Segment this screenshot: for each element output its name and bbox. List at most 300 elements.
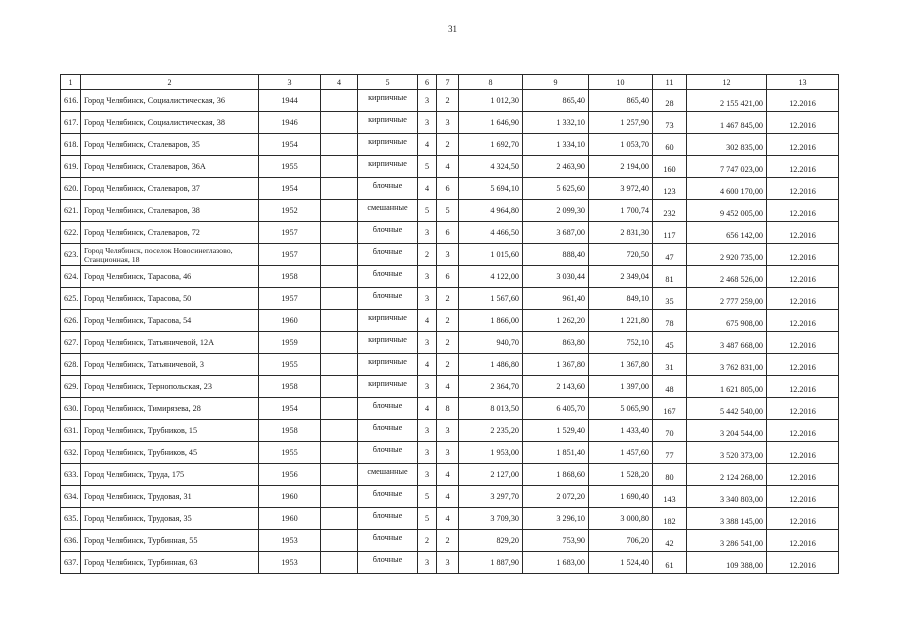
floors-cell: 3 — [418, 112, 437, 134]
floors-cell: 4 — [418, 310, 437, 332]
table-row — [61, 112, 839, 134]
address-cell: Город Челябинск, Трудовая, 35 — [81, 508, 259, 530]
wall-material-cell: кирпичные — [358, 112, 418, 134]
cost-cell: 3 762 831,00 — [687, 354, 767, 376]
living-area-cell: 1 529,40 — [523, 420, 589, 442]
total-area-cell: 4 122,00 — [459, 266, 523, 288]
floors-cell: 3 — [418, 420, 437, 442]
cost-cell: 109 388,00 — [687, 552, 767, 574]
living-area-cell: 6 405,70 — [523, 398, 589, 420]
cost-cell: 3 204 544,00 — [687, 420, 767, 442]
deadline-cell: 12.2016 — [767, 420, 839, 442]
deadline-cell: 12.2016 — [767, 508, 839, 530]
year-cell: 1954 — [259, 134, 321, 156]
residents-cell: 61 — [653, 552, 687, 574]
residents-cell: 78 — [653, 310, 687, 332]
deadline-cell: 12.2016 — [767, 332, 839, 354]
address-cell: Город Челябинск, Сталеваров, 37 — [81, 178, 259, 200]
cost-cell: 1 621 805,00 — [687, 376, 767, 398]
residential-area-cell: 1 700,74 — [589, 200, 653, 222]
table-row — [61, 266, 839, 288]
total-area-cell: 1 567,60 — [459, 288, 523, 310]
living-area-cell: 1 332,10 — [523, 112, 589, 134]
total-area-cell: 1 953,00 — [459, 442, 523, 464]
wall-material-cell: кирпичные — [358, 376, 418, 398]
row-number: 636. — [61, 530, 81, 552]
living-area-cell: 1 262,20 — [523, 310, 589, 332]
address-cell: Город Челябинск, Сталеваров, 72 — [81, 222, 259, 244]
living-area-cell: 1 851,40 — [523, 442, 589, 464]
address-cell: Город Челябинск, Трубников, 15 — [81, 420, 259, 442]
table-row — [61, 156, 839, 178]
year-cell: 1960 — [259, 486, 321, 508]
table-row — [61, 376, 839, 398]
cost-cell: 1 467 845,00 — [687, 112, 767, 134]
address-cell: Город Челябинск, Турбинная, 55 — [81, 530, 259, 552]
entrances-cell: 3 — [437, 244, 459, 266]
entrances-cell: 2 — [437, 354, 459, 376]
residential-area-cell: 3 000,80 — [589, 508, 653, 530]
address-cell: Город Челябинск, Тернопольская, 23 — [81, 376, 259, 398]
year-cell: 1957 — [259, 288, 321, 310]
floors-cell: 5 — [418, 486, 437, 508]
table-row — [61, 178, 839, 200]
wall-material-cell: кирпичные — [358, 134, 418, 156]
year-cell: 1955 — [259, 442, 321, 464]
cost-cell: 2 155 421,00 — [687, 90, 767, 112]
cost-cell: 656 142,00 — [687, 222, 767, 244]
total-area-cell: 1 646,90 — [459, 112, 523, 134]
year-cell: 1956 — [259, 464, 321, 486]
residential-area-cell: 1 457,60 — [589, 442, 653, 464]
residents-cell: 31 — [653, 354, 687, 376]
residential-area-cell: 1 433,40 — [589, 420, 653, 442]
living-area-cell: 2 143,60 — [523, 376, 589, 398]
deadline-cell: 12.2016 — [767, 442, 839, 464]
year-cell: 1960 — [259, 310, 321, 332]
cost-cell: 3 340 803,00 — [687, 486, 767, 508]
entrances-cell: 8 — [437, 398, 459, 420]
entrances-cell: 5 — [437, 200, 459, 222]
row-number: 627. — [61, 332, 81, 354]
total-area-cell: 1 486,80 — [459, 354, 523, 376]
empty-cell — [321, 354, 358, 376]
column-number-11: 11 — [653, 75, 687, 90]
deadline-cell: 12.2016 — [767, 244, 839, 266]
residential-area-cell: 752,10 — [589, 332, 653, 354]
address-cell: Город Челябинск, Сталеваров, 38 — [81, 200, 259, 222]
address-cell: Город Челябинск, Трудовая, 31 — [81, 486, 259, 508]
living-area-cell: 2 072,20 — [523, 486, 589, 508]
column-number-12: 12 — [687, 75, 767, 90]
entrances-cell: 6 — [437, 178, 459, 200]
residents-cell: 45 — [653, 332, 687, 354]
total-area-cell: 940,70 — [459, 332, 523, 354]
floors-cell: 3 — [418, 376, 437, 398]
table-row — [61, 332, 839, 354]
row-number: 629. — [61, 376, 81, 398]
wall-material-cell: кирпичные — [358, 156, 418, 178]
table-row — [61, 464, 839, 486]
address-cell: Город Челябинск, Тарасова, 54 — [81, 310, 259, 332]
address-cell: Город Челябинск, поселок Новосинеглазово, Станционная, 18 — [81, 244, 259, 266]
residential-area-cell: 1 528,20 — [589, 464, 653, 486]
entrances-cell: 3 — [437, 442, 459, 464]
floors-cell: 3 — [418, 464, 437, 486]
wall-material-cell: смешанные — [358, 464, 418, 486]
row-number: 616. — [61, 90, 81, 112]
year-cell: 1958 — [259, 420, 321, 442]
entrances-cell: 4 — [437, 156, 459, 178]
residential-area-cell: 865,40 — [589, 90, 653, 112]
residential-area-cell: 1 367,80 — [589, 354, 653, 376]
empty-cell — [321, 508, 358, 530]
total-area-cell: 2 235,20 — [459, 420, 523, 442]
empty-cell — [321, 310, 358, 332]
deadline-cell: 12.2016 — [767, 486, 839, 508]
residential-area-cell: 2 831,30 — [589, 222, 653, 244]
wall-material-cell: блочные — [358, 398, 418, 420]
living-area-cell: 1 868,60 — [523, 464, 589, 486]
housing-registry-table — [60, 74, 839, 574]
floors-cell: 3 — [418, 288, 437, 310]
cost-cell: 3 487 668,00 — [687, 332, 767, 354]
cost-cell: 2 920 735,00 — [687, 244, 767, 266]
living-area-cell: 5 625,60 — [523, 178, 589, 200]
entrances-cell: 2 — [437, 332, 459, 354]
total-area-cell: 3 297,70 — [459, 486, 523, 508]
table-row — [61, 486, 839, 508]
cost-cell: 7 747 023,00 — [687, 156, 767, 178]
empty-cell — [321, 112, 358, 134]
living-area-cell: 3 030,44 — [523, 266, 589, 288]
table-row — [61, 90, 839, 112]
address-cell: Город Челябинск, Сталеваров, 35 — [81, 134, 259, 156]
residential-area-cell: 720,50 — [589, 244, 653, 266]
row-number: 633. — [61, 464, 81, 486]
row-number: 621. — [61, 200, 81, 222]
total-area-cell: 1 887,90 — [459, 552, 523, 574]
residents-cell: 70 — [653, 420, 687, 442]
cost-cell: 3 286 541,00 — [687, 530, 767, 552]
entrances-cell: 3 — [437, 552, 459, 574]
address-cell: Город Челябинск, Турбинная, 63 — [81, 552, 259, 574]
table-row — [61, 200, 839, 222]
cost-cell: 5 442 540,00 — [687, 398, 767, 420]
table-row — [61, 442, 839, 464]
total-area-cell: 4 324,50 — [459, 156, 523, 178]
living-area-cell: 753,90 — [523, 530, 589, 552]
table-row — [61, 354, 839, 376]
column-number-9: 9 — [523, 75, 589, 90]
entrances-cell: 3 — [437, 420, 459, 442]
empty-cell — [321, 134, 358, 156]
floors-cell: 5 — [418, 508, 437, 530]
residents-cell: 42 — [653, 530, 687, 552]
total-area-cell: 1 012,30 — [459, 90, 523, 112]
cost-cell: 2 777 259,00 — [687, 288, 767, 310]
entrances-cell: 4 — [437, 464, 459, 486]
entrances-cell: 4 — [437, 486, 459, 508]
column-number-10: 10 — [589, 75, 653, 90]
wall-material-cell: блочные — [358, 508, 418, 530]
column-number-4: 4 — [321, 75, 358, 90]
residents-cell: 117 — [653, 222, 687, 244]
entrances-cell: 4 — [437, 376, 459, 398]
residents-cell: 35 — [653, 288, 687, 310]
residential-area-cell: 1 257,90 — [589, 112, 653, 134]
floors-cell: 5 — [418, 200, 437, 222]
floors-cell: 3 — [418, 442, 437, 464]
table-row — [61, 310, 839, 332]
total-area-cell: 2 127,00 — [459, 464, 523, 486]
residents-cell: 48 — [653, 376, 687, 398]
cost-cell: 2 468 526,00 — [687, 266, 767, 288]
address-cell: Город Челябинск, Трубников, 45 — [81, 442, 259, 464]
year-cell: 1960 — [259, 508, 321, 530]
residents-cell: 160 — [653, 156, 687, 178]
row-number: 632. — [61, 442, 81, 464]
residential-area-cell: 1 221,80 — [589, 310, 653, 332]
entrances-cell: 2 — [437, 90, 459, 112]
table-row — [61, 222, 839, 244]
address-cell: Город Челябинск, Социалистическая, 36 — [81, 90, 259, 112]
cost-cell: 9 452 005,00 — [687, 200, 767, 222]
total-area-cell: 1 015,60 — [459, 244, 523, 266]
entrances-cell: 2 — [437, 530, 459, 552]
total-area-cell: 2 364,70 — [459, 376, 523, 398]
floors-cell: 4 — [418, 178, 437, 200]
table-row — [61, 508, 839, 530]
row-number: 635. — [61, 508, 81, 530]
column-number-3: 3 — [259, 75, 321, 90]
empty-cell — [321, 398, 358, 420]
residents-cell: 143 — [653, 486, 687, 508]
table-row — [61, 420, 839, 442]
row-number: 631. — [61, 420, 81, 442]
floors-cell: 4 — [418, 398, 437, 420]
column-number-1: 1 — [61, 75, 81, 90]
deadline-cell: 12.2016 — [767, 156, 839, 178]
table-row — [61, 288, 839, 310]
floors-cell: 4 — [418, 354, 437, 376]
empty-cell — [321, 222, 358, 244]
empty-cell — [321, 244, 358, 266]
deadline-cell: 12.2016 — [767, 376, 839, 398]
deadline-cell: 12.2016 — [767, 398, 839, 420]
year-cell: 1955 — [259, 156, 321, 178]
total-area-cell: 1 692,70 — [459, 134, 523, 156]
deadline-cell: 12.2016 — [767, 200, 839, 222]
wall-material-cell: блочные — [358, 222, 418, 244]
residential-area-cell: 1 690,40 — [589, 486, 653, 508]
column-number-5: 5 — [358, 75, 418, 90]
residents-cell: 47 — [653, 244, 687, 266]
year-cell: 1952 — [259, 200, 321, 222]
year-cell: 1954 — [259, 398, 321, 420]
year-cell: 1957 — [259, 244, 321, 266]
living-area-cell: 2 463,90 — [523, 156, 589, 178]
residents-cell: 167 — [653, 398, 687, 420]
deadline-cell: 12.2016 — [767, 310, 839, 332]
table-row — [61, 134, 839, 156]
total-area-cell: 3 709,30 — [459, 508, 523, 530]
deadline-cell: 12.2016 — [767, 530, 839, 552]
year-cell: 1959 — [259, 332, 321, 354]
address-cell: Город Челябинск, Татьяничевой, 3 — [81, 354, 259, 376]
empty-cell — [321, 420, 358, 442]
cost-cell: 4 600 170,00 — [687, 178, 767, 200]
wall-material-cell: кирпичные — [358, 354, 418, 376]
entrances-cell: 3 — [437, 112, 459, 134]
cost-cell: 2 124 268,00 — [687, 464, 767, 486]
deadline-cell: 12.2016 — [767, 464, 839, 486]
row-number: 626. — [61, 310, 81, 332]
residential-area-cell: 706,20 — [589, 530, 653, 552]
wall-material-cell: кирпичные — [358, 332, 418, 354]
row-number: 630. — [61, 398, 81, 420]
table-body — [61, 75, 839, 574]
table-row — [61, 244, 839, 266]
residential-area-cell: 2 194,00 — [589, 156, 653, 178]
deadline-cell: 12.2016 — [767, 222, 839, 244]
cost-cell: 3 520 373,00 — [687, 442, 767, 464]
living-area-cell: 961,40 — [523, 288, 589, 310]
address-cell: Город Челябинск, Труда, 175 — [81, 464, 259, 486]
living-area-cell: 888,40 — [523, 244, 589, 266]
table-row — [61, 530, 839, 552]
address-cell: Город Челябинск, Тимирязева, 28 — [81, 398, 259, 420]
year-cell: 1946 — [259, 112, 321, 134]
year-cell: 1953 — [259, 552, 321, 574]
residential-area-cell: 1 524,40 — [589, 552, 653, 574]
floors-cell: 4 — [418, 134, 437, 156]
column-number-7: 7 — [437, 75, 459, 90]
residents-cell: 77 — [653, 442, 687, 464]
row-number: 634. — [61, 486, 81, 508]
empty-cell — [321, 200, 358, 222]
wall-material-cell: блочные — [358, 178, 418, 200]
deadline-cell: 12.2016 — [767, 354, 839, 376]
cost-cell: 302 835,00 — [687, 134, 767, 156]
living-area-cell: 3 687,00 — [523, 222, 589, 244]
residential-area-cell: 1 053,70 — [589, 134, 653, 156]
cost-cell: 675 908,00 — [687, 310, 767, 332]
empty-cell — [321, 376, 358, 398]
column-number-13: 13 — [767, 75, 839, 90]
entrances-cell: 2 — [437, 310, 459, 332]
year-cell: 1955 — [259, 354, 321, 376]
deadline-cell: 12.2016 — [767, 90, 839, 112]
cost-cell: 3 388 145,00 — [687, 508, 767, 530]
floors-cell: 3 — [418, 90, 437, 112]
address-cell: Город Челябинск, Тарасова, 46 — [81, 266, 259, 288]
total-area-cell: 5 694,10 — [459, 178, 523, 200]
floors-cell: 2 — [418, 530, 437, 552]
wall-material-cell: смешанные — [358, 200, 418, 222]
year-cell: 1957 — [259, 222, 321, 244]
entrances-cell: 6 — [437, 266, 459, 288]
row-number: 618. — [61, 134, 81, 156]
living-area-cell: 3 296,10 — [523, 508, 589, 530]
empty-cell — [321, 156, 358, 178]
empty-cell — [321, 464, 358, 486]
empty-cell — [321, 332, 358, 354]
floors-cell: 3 — [418, 222, 437, 244]
residential-area-cell: 1 397,00 — [589, 376, 653, 398]
floors-cell: 2 — [418, 244, 437, 266]
living-area-cell: 2 099,30 — [523, 200, 589, 222]
floors-cell: 3 — [418, 332, 437, 354]
entrances-cell: 2 — [437, 134, 459, 156]
entrances-cell: 6 — [437, 222, 459, 244]
empty-cell — [321, 288, 358, 310]
residential-area-cell: 3 972,40 — [589, 178, 653, 200]
wall-material-cell: блочные — [358, 530, 418, 552]
residents-cell: 80 — [653, 464, 687, 486]
deadline-cell: 12.2016 — [767, 178, 839, 200]
row-number: 637. — [61, 552, 81, 574]
total-area-cell: 8 013,50 — [459, 398, 523, 420]
total-area-cell: 829,20 — [459, 530, 523, 552]
total-area-cell: 4 466,50 — [459, 222, 523, 244]
column-number-header — [61, 75, 839, 90]
year-cell: 1954 — [259, 178, 321, 200]
deadline-cell: 12.2016 — [767, 552, 839, 574]
wall-material-cell: кирпичные — [358, 310, 418, 332]
total-area-cell: 4 964,80 — [459, 200, 523, 222]
row-number: 617. — [61, 112, 81, 134]
living-area-cell: 1 334,10 — [523, 134, 589, 156]
row-number: 628. — [61, 354, 81, 376]
address-cell: Город Челябинск, Сталеваров, 36А — [81, 156, 259, 178]
page-number: 31 — [448, 24, 457, 34]
empty-cell — [321, 178, 358, 200]
residents-cell: 182 — [653, 508, 687, 530]
empty-cell — [321, 266, 358, 288]
year-cell: 1953 — [259, 530, 321, 552]
wall-material-cell: блочные — [358, 288, 418, 310]
wall-material-cell: блочные — [358, 486, 418, 508]
deadline-cell: 12.2016 — [767, 266, 839, 288]
empty-cell — [321, 530, 358, 552]
residential-area-cell: 2 349,04 — [589, 266, 653, 288]
row-number: 624. — [61, 266, 81, 288]
floors-cell: 3 — [418, 552, 437, 574]
wall-material-cell: кирпичные — [358, 90, 418, 112]
living-area-cell: 1 683,00 — [523, 552, 589, 574]
empty-cell — [321, 552, 358, 574]
wall-material-cell: блочные — [358, 244, 418, 266]
row-number: 625. — [61, 288, 81, 310]
residents-cell: 81 — [653, 266, 687, 288]
entrances-cell: 4 — [437, 508, 459, 530]
column-number-8: 8 — [459, 75, 523, 90]
year-cell: 1958 — [259, 376, 321, 398]
entrances-cell: 2 — [437, 288, 459, 310]
residential-area-cell: 849,10 — [589, 288, 653, 310]
living-area-cell: 865,40 — [523, 90, 589, 112]
year-cell: 1958 — [259, 266, 321, 288]
wall-material-cell: блочные — [358, 552, 418, 574]
empty-cell — [321, 486, 358, 508]
total-area-cell: 1 866,00 — [459, 310, 523, 332]
residents-cell: 123 — [653, 178, 687, 200]
wall-material-cell: блочные — [358, 442, 418, 464]
residents-cell: 60 — [653, 134, 687, 156]
deadline-cell: 12.2016 — [767, 288, 839, 310]
wall-material-cell: блочные — [358, 266, 418, 288]
